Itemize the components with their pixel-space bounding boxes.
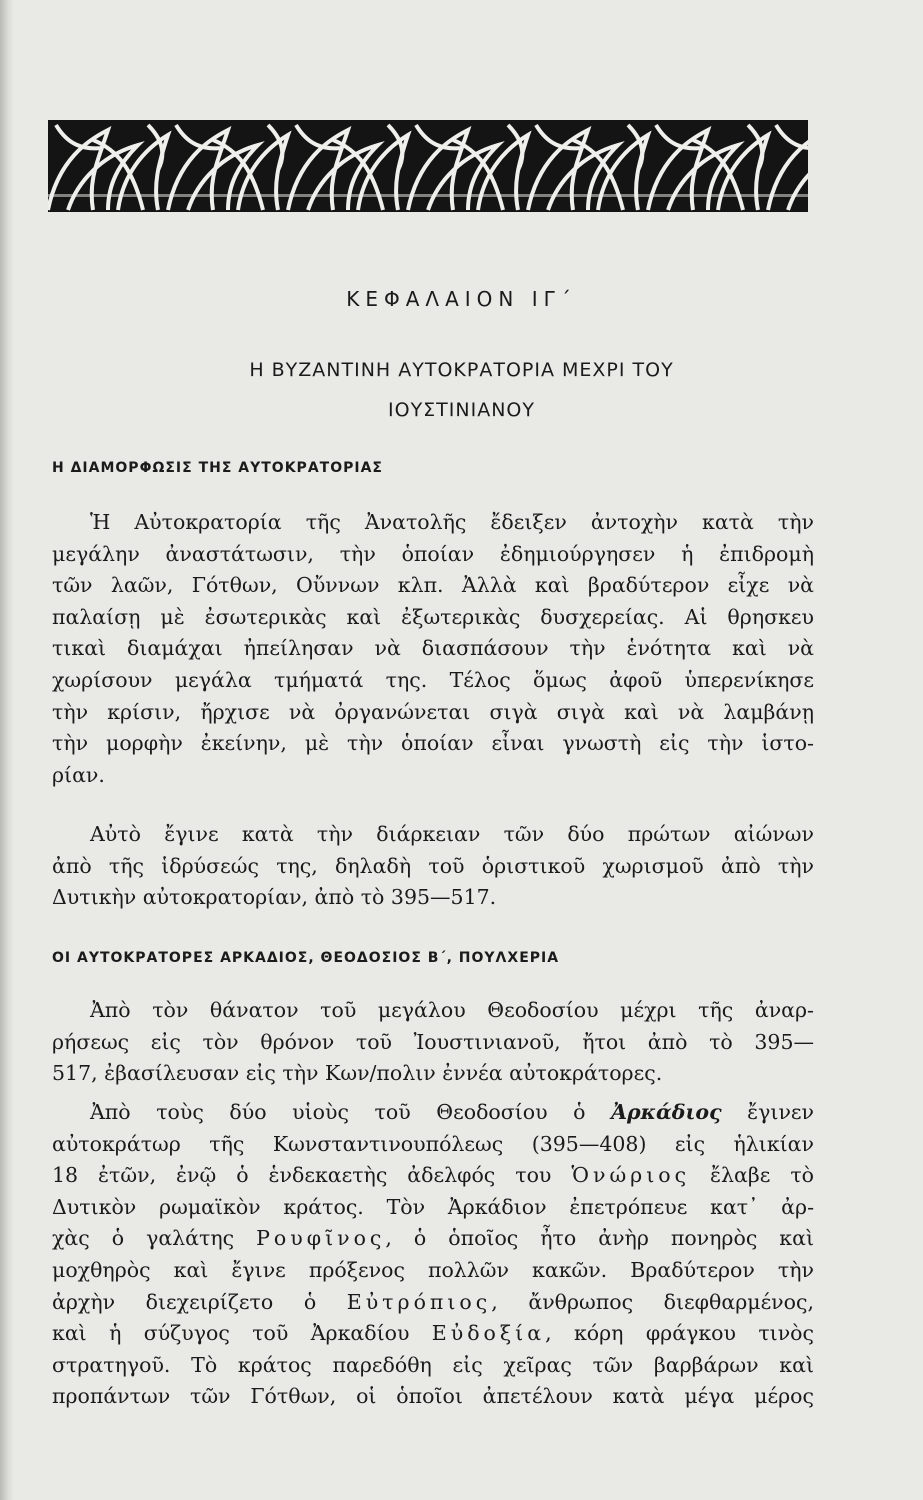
- paragraph: [52, 507, 814, 791]
- text-line: Ἀπὸ τὸν θάνατον τοῦ μεγάλου Θεοδοσίου μέχρι τῆς ἀναρ-: [90, 998, 814, 1022]
- text-line: Δυτικὴν αὐτοκρατορίαν, ἀπὸ τὸ 395—517.: [52, 885, 497, 910]
- text-line: τῶν λαῶν, Γότθων, Οὔννων κλπ. Ἀλλὰ καὶ βραδύτερον εἶχε νὰ: [52, 573, 814, 598]
- section-heading: ΟΙ ΑΥΤΟΚΡΑΤΟΡΕΣ ΑΡΚΑΔΙΟΣ, ΘΕΟΔΟΣΙΟΣ Β΄, ΠΟΥΛΧΕΡΙΑ: [52, 950, 560, 966]
- text-line: ἀπὸ τῆς ἱδρύσεώς της, δηλαδὴ τοῦ ὁριστικοῦ χωρισμοῦ ἀπὸ τὴν: [52, 853, 814, 878]
- text-line: ρήσεως εἰς τὸν θρόνον τοῦ Ἰουστινιανοῦ, ἤτοι ἀπὸ τὸ 395—: [52, 1029, 814, 1054]
- text-line: καὶ ἡ σύζυγος τοῦ Ἀρκαδίου Εὐδοξία, κόρη φράγκου τινὸς: [52, 1321, 814, 1346]
- text-line: Ἡ Αὐτοκρατορία τῆς Ἀνατολῆς ἔδειξεν ἀντοχὴν κατὰ τὴν: [90, 510, 814, 534]
- text-line: 18 ἐτῶν, ἐνῷ ὁ ἑνδεκαετὴς ἀδελφός του Ὁνώριος ἔλαβε τὸ: [52, 1163, 815, 1188]
- text-line: ἀρχὴν διεχειρίζετο ὁ Εὐτρόπιος, ἄνθρωπος διεφθαρμένος,: [52, 1289, 814, 1314]
- person-name: Εὐδοξία: [431, 1321, 546, 1346]
- paragraph: [52, 995, 814, 1090]
- text-line: Αὐτὸ ἔγινε κατὰ τὴν διάρκειαν τῶν δύο πρώτων αἰώνων: [90, 822, 814, 846]
- text-line: τὴν μορφὴν ἐκείνην, μὲ τὴν ὁποίαν εἶναι γνωστὴ εἰς τὴν ἱστο-: [52, 731, 814, 756]
- text-line: ρίαν.: [52, 762, 105, 787]
- person-name: Ρουφῖνος: [256, 1226, 386, 1251]
- decorative-headpiece: [48, 120, 808, 212]
- person-name: Ὁνώριος: [571, 1163, 691, 1188]
- text-line: αὐτοκράτωρ τῆς Κωνσταντινουπόλεως (395—408) εἰς ἡλικίαν: [52, 1131, 814, 1156]
- page-edge-shadow: [0, 0, 14, 1500]
- text-line: παλαίσῃ μὲ ἐσωτερικὰς καὶ ἐξωτερικὰς δυσχερείας. Αἱ θρησκευ: [52, 604, 814, 629]
- chapter-subtitle: [100, 350, 823, 430]
- text-line: μεγάλην ἀναστάτωσιν, τὴν ὁποίαν ἐδημιούργησεν ἡ ἐπιδρομὴ: [52, 541, 814, 566]
- person-name: Εὐτρόπιος: [346, 1289, 492, 1314]
- leaf-ornament-icon: [48, 120, 808, 212]
- text-line: τικαὶ διαμάχαι ἠπείλησαν νὰ διασπάσουν τὴν ἑνότητα καὶ νὰ: [52, 636, 814, 661]
- subtitle-line: Η ΒΥΖΑΝΤΙΝΗ ΑΥΤΟΚΡΑΤΟΡΙΑ ΜΕΧΡΙ ΤΟΥ: [249, 359, 674, 381]
- text-line: μοχθηρὸς καὶ ἔγινε πρόξενος πολλῶν κακῶν. Βραδύτερον τὴν: [52, 1257, 814, 1282]
- subtitle-line: ΙΟΥΣΤΙΝΙΑΝΟΥ: [388, 399, 535, 421]
- text-line: Ἀπὸ τοὺς δύο υἱοὺς τοῦ Θεοδοσίου ὁ Ἀρκάδιος ἔγινεν: [90, 1100, 814, 1124]
- chapter-title: ΚΕΦΑΛΑΙΟΝ ΙΓ΄: [346, 287, 577, 311]
- text-line: 517, ἐβασίλευσαν εἰς τὴν Κων/πολιν ἐννέα αὐτοκράτορες.: [52, 1061, 663, 1086]
- text-line: στρατηγοῦ. Τὸ κράτος παρεδόθη εἰς χεῖρας τῶν βαρβάρων καὶ: [52, 1352, 814, 1377]
- text-line: τὴν κρίσιν, ἤρχισε νὰ ὀργανώνεται σιγὰ σιγὰ καὶ νὰ λαμβάνῃ: [52, 699, 814, 724]
- paragraph: [52, 819, 814, 914]
- text-line: Δυτικὸν ρωμαϊκὸν κράτος. Τὸν Ἀρκάδιον ἐπετρόπευε κατ᾽ ἀρ-: [52, 1194, 814, 1219]
- text-line: χὰς ὁ γαλάτης Ρουφῖνος, ὁ ὁποῖος ἦτο ἀνὴρ πονηρὸς καὶ: [52, 1226, 814, 1251]
- text-line: χωρίσουν μεγάλα τμήματά της. Τέλος ὅμως ἀφοῦ ὑπερενίκησε: [52, 667, 814, 692]
- paragraph: [52, 1097, 814, 1413]
- text-line: προπάντων τῶν Γότθων, οἱ ὁποῖοι ἀπετέλουν κατὰ μέγα μέρος: [52, 1384, 814, 1409]
- section-heading: Η ΔΙΑΜΟΡΦΩΣΙΣ ΤΗΣ ΑΥΤΟΚΡΑΤΟΡΙΑΣ: [52, 460, 383, 476]
- emperor-name: Ἀρκάδιος: [611, 1100, 722, 1124]
